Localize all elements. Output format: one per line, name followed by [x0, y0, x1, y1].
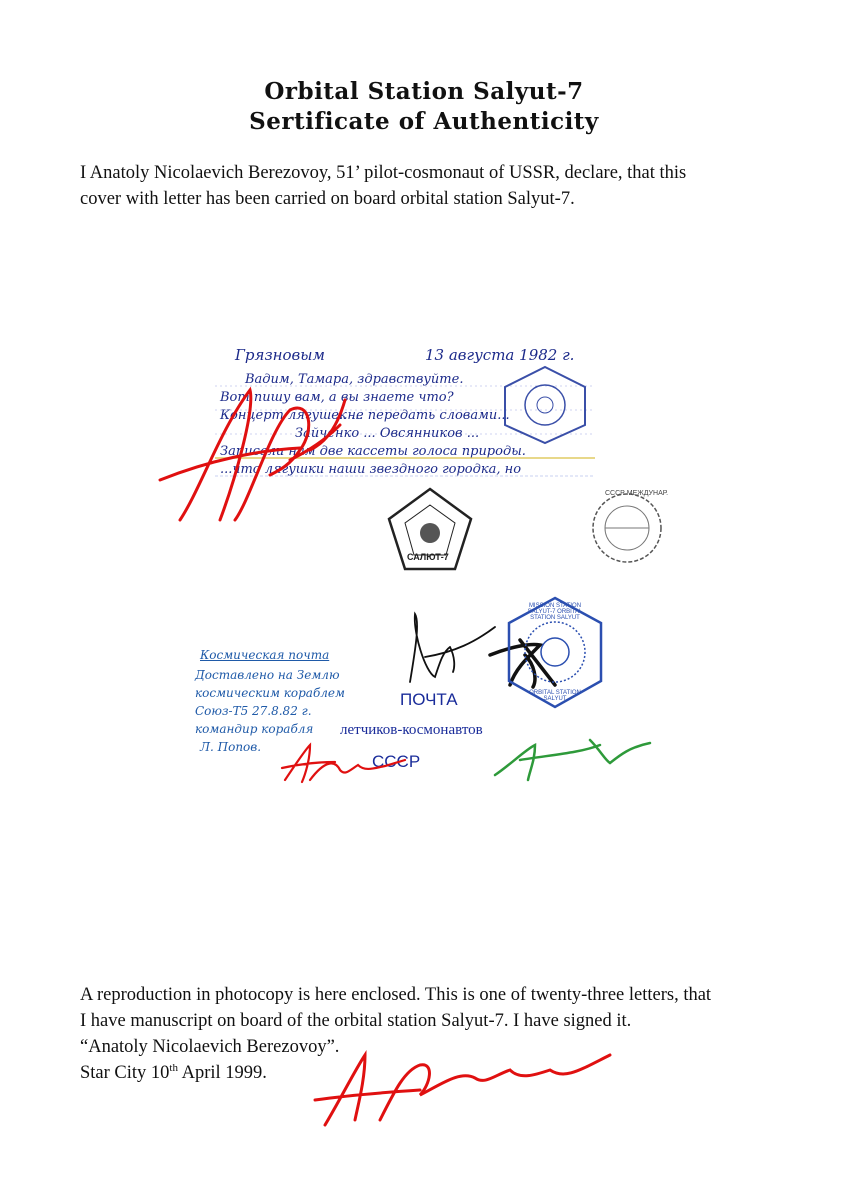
letter-line-1: Вадим, Тамара, здравствуйте.	[245, 372, 464, 387]
signature-red-large	[140, 370, 360, 550]
signature-green	[490, 725, 660, 785]
cosmic-mail-heading: Космическая почта	[200, 648, 330, 662]
intro-line-2: cover with letter has been carried on board orbital station Salyut-7.	[80, 189, 575, 209]
cosmic-mail-line-3: Союз-Т5 27.8.82 г.	[195, 704, 312, 718]
closing-date-prefix: Star City 10	[80, 1063, 170, 1083]
letter-line-7: ...что лягушки наши звездного городка, но	[220, 462, 522, 477]
letter-line-3: Концерт лягушек ...	[220, 408, 364, 423]
letter-hex-stamp	[500, 365, 590, 445]
letter-line-2: Вот пишу вам, а вы знаете что?	[220, 390, 454, 405]
title-line-1: Orbital Station Salyut-7	[264, 78, 584, 105]
letter-date: 13 августа 1982 г.	[425, 346, 575, 364]
cosmic-mail-line-2: космическим кораблем	[195, 686, 345, 700]
postmark-stamp	[585, 488, 675, 568]
salyut-hex-stamp-bottom: ORBITAL STATION SALYUT	[529, 690, 581, 702]
signature-red-small	[280, 740, 410, 790]
post-subtitle: летчиков-космонавтов	[340, 722, 483, 738]
letter-addressee: Грязновым	[235, 346, 325, 364]
onboard-stamp-label: САЛЮТ-7	[407, 552, 449, 562]
postmark-label: СССР МЕЖДУНАР.	[605, 490, 669, 497]
post-title: ПОЧТА	[400, 690, 458, 709]
cosmic-mail-line-1: Доставлено на Землю	[195, 668, 340, 682]
post-country: СССР	[372, 752, 421, 771]
closing-line-2: I have manuscript on board of the orbital station Salyut-7. I have signed it.	[80, 1011, 632, 1031]
signature-red-final	[310, 1040, 630, 1135]
cosmic-mail-line-5: Л. Попов.	[200, 740, 262, 754]
closing-line-1: A reproduction in photocopy is here enclosed. This is one of twenty-three letters, that	[80, 985, 712, 1005]
letter-line-4: ...не передать словами...	[335, 408, 510, 423]
intro-paragraph	[80, 160, 780, 212]
intro-line-1: I Anatoly Nicolaevich Berezovoy, 51’ pilot-cosmonaut of USSR, declare, that this	[80, 163, 687, 183]
letter-line-5: Зайченко ... Овсянников ...	[295, 426, 480, 441]
letter-line-6: Записали нам две кассеты голоса природы.	[220, 444, 526, 459]
closing-line-3: “Anatoly Nicolaevich Berezovoy”.	[80, 1037, 340, 1057]
cosmic-mail-line-4: командир корабля	[195, 722, 314, 736]
title-line-2: Sertificate of Authenticity	[249, 108, 599, 135]
salyut-hex-stamp-top: MISSION STATION SALYUT-7 ORBITAL STATION SALYUT	[527, 603, 583, 621]
closing-date-suffix: April 1999.	[177, 1063, 267, 1083]
closing-date-sup: th	[169, 1061, 178, 1074]
